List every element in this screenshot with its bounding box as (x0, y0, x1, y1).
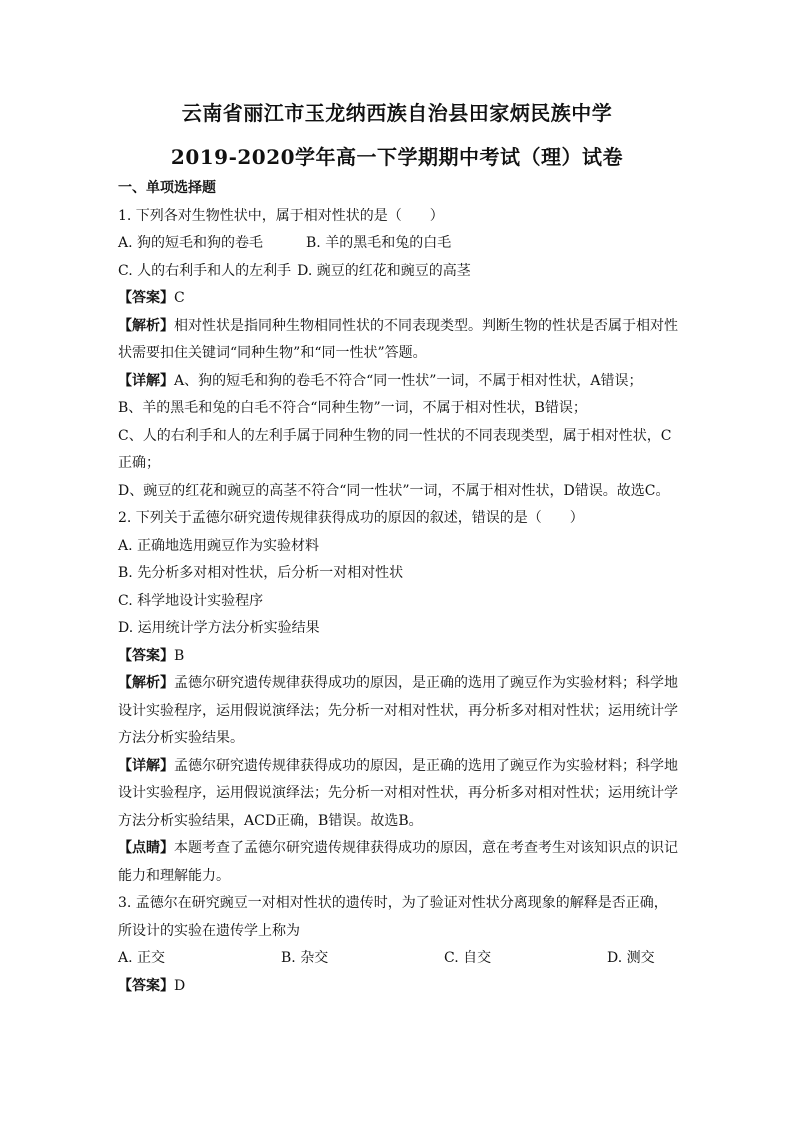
q2-analysis-text-1: 孟德尔研究遗传规律获得成功的原因，是正确的选用了豌豆作为实验材料；科学地 (174, 675, 678, 691)
q1-options-row-1 (118, 230, 680, 258)
comment-tag: 【点睛】 (118, 840, 174, 856)
answer-tag: 【答案】 (118, 290, 174, 306)
q2-option-a: A. 正确地选用豌豆作为实验材料 (118, 537, 320, 554)
q2-analysis-line-2: 设计实验程序，运用假说演绎法；先分析一对相对性状，再分析多对相对性状；运用统计学 (118, 702, 678, 719)
q2-answer-value: B (174, 647, 185, 664)
q3-option-d: D. 测交 (607, 950, 655, 966)
q3-option-a: A. 正交 (118, 950, 166, 966)
q3-options-row (118, 945, 680, 973)
q1-answer (118, 285, 680, 313)
q1-answer-value: C (174, 290, 185, 306)
q1-detail-line-5: D、豌豆的红花和豌豆的高茎不符合“同一性状”一词，不属于相对性状，D错误。故选C。 (118, 482, 670, 499)
q1-option-b: B. 羊的黑毛和兔的白毛 (306, 235, 452, 251)
q2-option-d: D. 运用统计学方法分析实验结果 (118, 620, 320, 636)
q1-option-d: D. 豌豆的红花和豌豆的高茎 (297, 262, 471, 279)
q1-analysis-text-1: 相对性状是指同种生物相同性状的不同表现类型。判断生物的性状是否属于相对性 (174, 317, 678, 334)
q1-option-a: A. 狗的短毛和狗的卷毛 (118, 235, 264, 251)
title-line-2: 2019-2020学年高一下学期期中考试（理）试卷 (170, 145, 624, 169)
q2-analysis-line-3: 方法分析实验结果。 (118, 730, 244, 746)
answer-tag: 【答案】 (118, 647, 174, 664)
q2-option-b: B. 先分析多对相对性状，后分析一对相对性状 (118, 565, 404, 581)
q1-detail-text-1: A、狗的短毛和狗的卷毛不符合“同一性状”一词，不属于相对性状，A错误； (174, 372, 643, 389)
q1-detail-line-3: C、人的右利手和人的左利手属于同种生物的同一性状的不同表现类型，属于相对性状，C (118, 427, 672, 444)
detail-tag: 【详解】 (118, 757, 174, 774)
q1-options-row-2 (118, 258, 680, 286)
q2-detail-line-2: 设计实验程序，运用假说演绎法；先分析一对相对性状，再分析多对相对性状；运用统计学 (118, 785, 678, 801)
q2-stem: 2. 下列关于孟德尔研究遗传规律获得成功的原因的叙述，错误的是（ ） (118, 510, 584, 526)
q2-comment-line-2: 能力和理解能力。 (118, 867, 230, 884)
analysis-tag: 【解析】 (118, 675, 174, 691)
q1-analysis-line-2: 状需要扣住关键词“同种生物”和“同一性状”答题。 (118, 345, 427, 361)
document-body (118, 175, 680, 1000)
q3-stem-line-1: 3. 孟德尔在研究豌豆一对相对性状的遗传时，为了验证对性状分离现象的解释是否正确， (118, 895, 668, 911)
q2-detail-text-1: 孟德尔研究遗传规律获得成功的原因，是正确的选用了豌豆作为实验材料；科学地 (174, 757, 678, 774)
q2-comment-text-1: 本题考查了孟德尔研究遗传规律获得成功的原因，意在考查考生对该知识点的识记 (174, 840, 678, 856)
answer-tag: 【答案】 (118, 977, 174, 994)
q1-analysis-line-1 (118, 313, 680, 341)
q1-stem: 1. 下列各对生物性状中，属于相对性状的是（ ） (118, 207, 444, 224)
q3-answer (118, 973, 680, 1001)
q3-answer-value: D (174, 977, 186, 994)
q3-option-b: B. 杂交 (281, 950, 329, 966)
q2-detail-line-1 (118, 753, 680, 781)
section-heading: 一、单项选择题 (118, 180, 216, 196)
q2-detail-line-3: 方法分析实验结果，ACD正确，B错误。故选B。 (118, 812, 423, 829)
q1-detail-line-1 (118, 368, 680, 396)
q2-option-c: C. 科学地设计实验程序 (118, 592, 264, 609)
q3-option-c: C. 自交 (444, 950, 492, 966)
q2-answer (118, 643, 680, 671)
title-line-1: 云南省丽江市玉龙纳西族自治县田家炳民族中学 (181, 101, 613, 125)
q2-comment-line-1 (118, 835, 680, 863)
q3-stem-line-2: 所设计的实验在遗传学上称为 (118, 922, 300, 939)
detail-tag: 【详解】 (118, 372, 174, 389)
q1-option-c: C. 人的右利手和人的左利手 (118, 262, 292, 279)
q1-detail-line-2: B、羊的黑毛和兔的白毛不符合“同种生物”一词，不属于相对性状，B错误； (118, 400, 587, 416)
q1-detail-line-4: 正确； (118, 455, 160, 471)
q2-analysis-line-1 (118, 670, 680, 698)
analysis-tag: 【解析】 (118, 317, 174, 334)
